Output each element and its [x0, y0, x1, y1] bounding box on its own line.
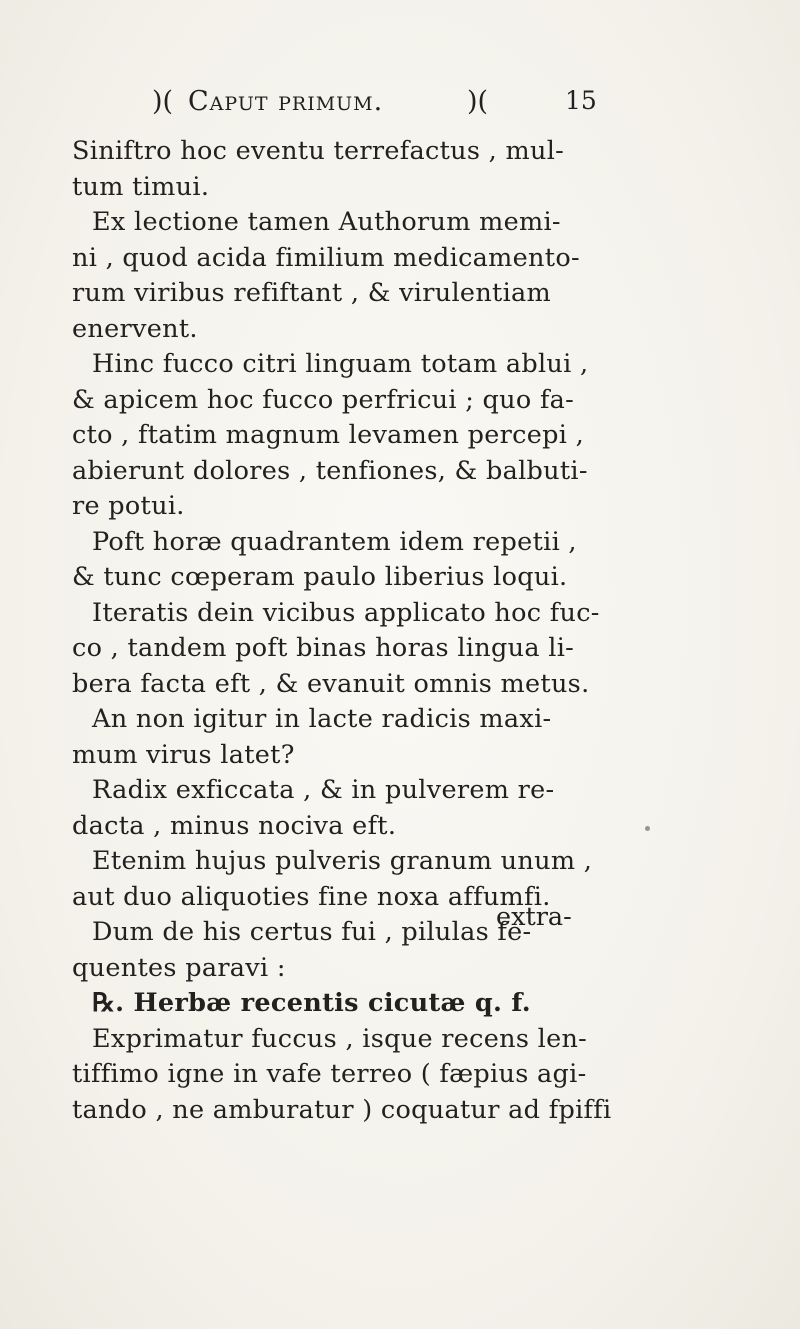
text-line: Siniftro hoc eventu terrefactus , mul- [72, 136, 565, 166]
text-line: enervent. [72, 313, 198, 344]
text-line: tiffimo igne in vafe terreo ( fæpius agi- [72, 1059, 587, 1089]
running-header [0, 86, 800, 126]
text-line: Ex lectione tamen Authorum memi- [92, 207, 561, 237]
text-line: Iteratis dein vicibus applicato hoc fuc- [92, 597, 600, 628]
text-line: aut duo aliquoties fine noxa affumfi. [72, 881, 551, 912]
text-line: An non igitur in lacte radicis maxi- [92, 704, 552, 734]
text-line: Poft horæ quadrantem idem repetii , [92, 526, 577, 557]
text-line: & tunc cœperam paulo liberius loqui. [72, 562, 568, 592]
header-ornament-right: )( [467, 86, 489, 117]
text-line: bera facta eft , & evanuit omnis metus. [72, 668, 590, 699]
text-line: quentes paravi : [72, 952, 286, 983]
text-line: cto , ftatim magnum levamen percepi , [72, 420, 585, 450]
text-line: Dum de his certus fui , pilulas fe- [92, 917, 532, 947]
chapter-title: Caput primum. [188, 86, 384, 117]
paper-speck [645, 826, 650, 831]
header-ornament-left: )( [152, 86, 174, 117]
text-line: mum virus latet? [72, 739, 295, 770]
text-line: tando , ne amburatur ) coquatur ad fpiffi [72, 1094, 612, 1125]
text-line: co , tandem poft binas horas lingua li- [72, 633, 575, 663]
page-number: 15 [565, 86, 597, 115]
text-line: Hinc fucco citri linguam totam ablui , [92, 349, 589, 379]
text-line: abierunt dolores , tenfiones, & balbuti- [72, 455, 588, 486]
text-line: tum timui. [72, 171, 210, 202]
text-line: dacta , minus nociva eft. [72, 810, 397, 841]
text-line: re potui. [72, 491, 185, 521]
text-line: rum viribus refiftant , & virulentiam [72, 278, 552, 308]
text-line: ni , quod acida fimilium medicamento- [72, 242, 580, 273]
text-line: & apicem hoc fucco perfricui ; quo fa- [72, 384, 575, 415]
text-line: Exprimatur fuccus , isque recens len- [92, 1023, 588, 1054]
text-body [72, 134, 652, 1128]
recipe-line: ℞. Herbæ recentis cicutæ q. f. [92, 988, 531, 1018]
catchword: extra- [496, 902, 572, 932]
text-line: Etenim hujus pulveris granum unum , [92, 846, 593, 876]
text-line: Radix exficcata , & in pulverem re- [92, 775, 555, 805]
